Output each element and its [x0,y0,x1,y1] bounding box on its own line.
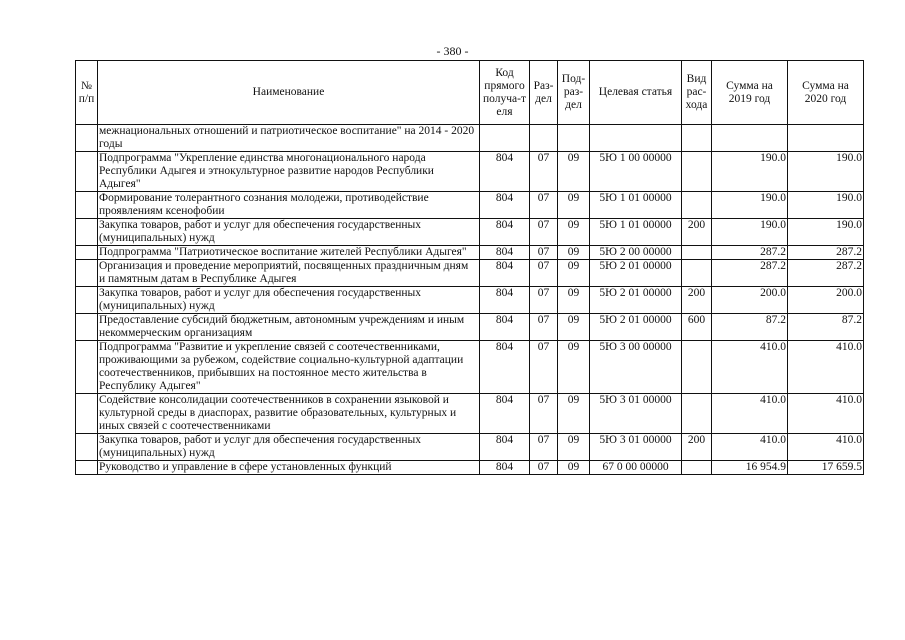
table-row [76,394,864,434]
cell-num [76,287,98,314]
cell-name: Подпрограмма "Патриотическое воспитание жителей Республики Адыгея" [98,246,480,260]
table-row [76,219,864,246]
header-expense-type: Вид рас- хода [682,61,712,125]
cell-num [76,192,98,219]
header-sum-2020: Сумма на 2020 год [788,61,864,125]
cell-expense-type: 600 [682,314,712,341]
cell-expense-type [682,125,712,152]
cell-sum-2019: 190.0 [712,192,788,219]
cell-code: 804 [480,260,530,287]
table-row [76,125,864,152]
cell-target: 5Ю 2 01 00000 [590,260,682,287]
cell-target: 5Ю 2 00 00000 [590,246,682,260]
table-row [76,246,864,260]
cell-section: 07 [530,461,558,475]
cell-target: 5Ю 3 01 00000 [590,394,682,434]
cell-code: 804 [480,394,530,434]
cell-num [76,152,98,192]
cell-section: 07 [530,341,558,394]
cell-num [76,434,98,461]
cell-expense-type [682,192,712,219]
cell-name: Подпрограмма "Развитие и укрепление связей с соотечественниками, проживающими за рубежом, содействие социально-культурной адаптации соотечественников, прибывших на постоянное место жительства в Республику Адыгея" [98,341,480,394]
cell-name: Закупка товаров, работ и услуг для обеспечения государственных (муниципальных) нужд [98,434,480,461]
cell-section: 07 [530,287,558,314]
table-row [76,434,864,461]
cell-sum-2020: 190.0 [788,219,864,246]
cell-code: 804 [480,341,530,394]
cell-section: 07 [530,434,558,461]
table-row [76,192,864,219]
cell-section: 07 [530,219,558,246]
table-body [76,125,864,475]
cell-section [530,125,558,152]
table-row [76,260,864,287]
cell-subsection: 09 [558,152,590,192]
cell-subsection: 09 [558,246,590,260]
cell-expense-type [682,394,712,434]
table-row [76,341,864,394]
cell-name: Содействие консолидации соотечественников в сохранении языковой и культурной среды в диаспорах, развитие образовательных, культурных и иных связей с соотечественниками [98,394,480,434]
cell-code: 804 [480,461,530,475]
cell-sum-2019: 87.2 [712,314,788,341]
cell-expense-type [682,260,712,287]
cell-expense-type [682,461,712,475]
cell-num [76,341,98,394]
cell-section: 07 [530,260,558,287]
cell-code: 804 [480,287,530,314]
table-row [76,152,864,192]
cell-sum-2020: 190.0 [788,192,864,219]
cell-name: Формирование толерантного сознания молодежи, противодействие проявлениям ксенофобии [98,192,480,219]
cell-sum-2020: 287.2 [788,260,864,287]
cell-target: 5Ю 1 01 00000 [590,192,682,219]
cell-name: Предоставление субсидий бюджетным, автономным учреждениям и иным некоммерческим организациям [98,314,480,341]
header-code: Код прямого получа-т еля [480,61,530,125]
cell-sum-2019: 410.0 [712,394,788,434]
cell-target: 5Ю 1 01 00000 [590,219,682,246]
cell-sum-2019: 190.0 [712,152,788,192]
cell-section: 07 [530,246,558,260]
cell-target: 5Ю 2 01 00000 [590,287,682,314]
cell-code: 804 [480,314,530,341]
cell-subsection: 09 [558,219,590,246]
cell-num [76,260,98,287]
table-header-row [76,61,864,125]
cell-name: Руководство и управление в сфере установленных функций [98,461,480,475]
cell-sum-2019: 16 954.9 [712,461,788,475]
cell-sum-2020 [788,125,864,152]
cell-sum-2020: 17 659.5 [788,461,864,475]
cell-sum-2019: 287.2 [712,260,788,287]
cell-expense-type: 200 [682,219,712,246]
header-num: № п/п [76,61,98,125]
cell-num [76,461,98,475]
cell-target: 5Ю 2 01 00000 [590,314,682,341]
cell-subsection: 09 [558,341,590,394]
cell-subsection [558,125,590,152]
cell-expense-type [682,152,712,192]
cell-num [76,125,98,152]
cell-sum-2019: 200.0 [712,287,788,314]
cell-sum-2020: 287.2 [788,246,864,260]
cell-code: 804 [480,246,530,260]
cell-subsection: 09 [558,192,590,219]
cell-sum-2020: 200.0 [788,287,864,314]
page-number: - 380 - [436,44,469,58]
cell-expense-type [682,341,712,394]
cell-section: 07 [530,314,558,341]
cell-target: 5Ю 3 01 00000 [590,434,682,461]
cell-section: 07 [530,192,558,219]
cell-section: 07 [530,152,558,192]
table-row [76,287,864,314]
cell-sum-2020: 410.0 [788,434,864,461]
budget-table [75,60,864,475]
cell-name: Закупка товаров, работ и услуг для обеспечения государственных (муниципальных) нужд [98,219,480,246]
cell-name: Организация и проведение мероприятий, посвященных праздничным дням и памятным датам в Республике Адыгея [98,260,480,287]
cell-sum-2019: 287.2 [712,246,788,260]
cell-expense-type: 200 [682,434,712,461]
cell-name: межнациональных отношений и патриотическое воспитание" на 2014 - 2020 годы [98,125,480,152]
cell-num [76,394,98,434]
cell-code: 804 [480,152,530,192]
cell-sum-2019 [712,125,788,152]
cell-sum-2020: 87.2 [788,314,864,341]
cell-subsection: 09 [558,434,590,461]
header-section: Раз- дел [530,61,558,125]
cell-code [480,125,530,152]
cell-subsection: 09 [558,394,590,434]
cell-sum-2019: 410.0 [712,341,788,394]
table-row [76,461,864,475]
cell-sum-2020: 410.0 [788,394,864,434]
header-subsection: Под- раз- дел [558,61,590,125]
cell-num [76,219,98,246]
cell-code: 804 [480,192,530,219]
cell-code: 804 [480,434,530,461]
cell-target: 5Ю 1 00 00000 [590,152,682,192]
cell-code: 804 [480,219,530,246]
cell-target: 5Ю 3 00 00000 [590,341,682,394]
table-row [76,314,864,341]
header-name: Наименование [98,61,480,125]
cell-target: 67 0 00 00000 [590,461,682,475]
cell-num [76,314,98,341]
cell-subsection: 09 [558,260,590,287]
cell-subsection: 09 [558,287,590,314]
cell-sum-2020: 410.0 [788,341,864,394]
cell-subsection: 09 [558,314,590,341]
cell-section: 07 [530,394,558,434]
cell-sum-2019: 410.0 [712,434,788,461]
header-sum-2019: Сумма на 2019 год [712,61,788,125]
header-target: Целевая статья [590,61,682,125]
cell-num [76,246,98,260]
cell-name: Закупка товаров, работ и услуг для обеспечения государственных (муниципальных) нужд [98,287,480,314]
cell-sum-2020: 190.0 [788,152,864,192]
cell-expense-type: 200 [682,287,712,314]
cell-target [590,125,682,152]
cell-name: Подпрограмма "Укрепление единства многонационального народа Республики Адыгея и этнокультурное развитие народов Республики Адыгея" [98,152,480,192]
cell-sum-2019: 190.0 [712,219,788,246]
cell-subsection: 09 [558,461,590,475]
cell-expense-type [682,246,712,260]
